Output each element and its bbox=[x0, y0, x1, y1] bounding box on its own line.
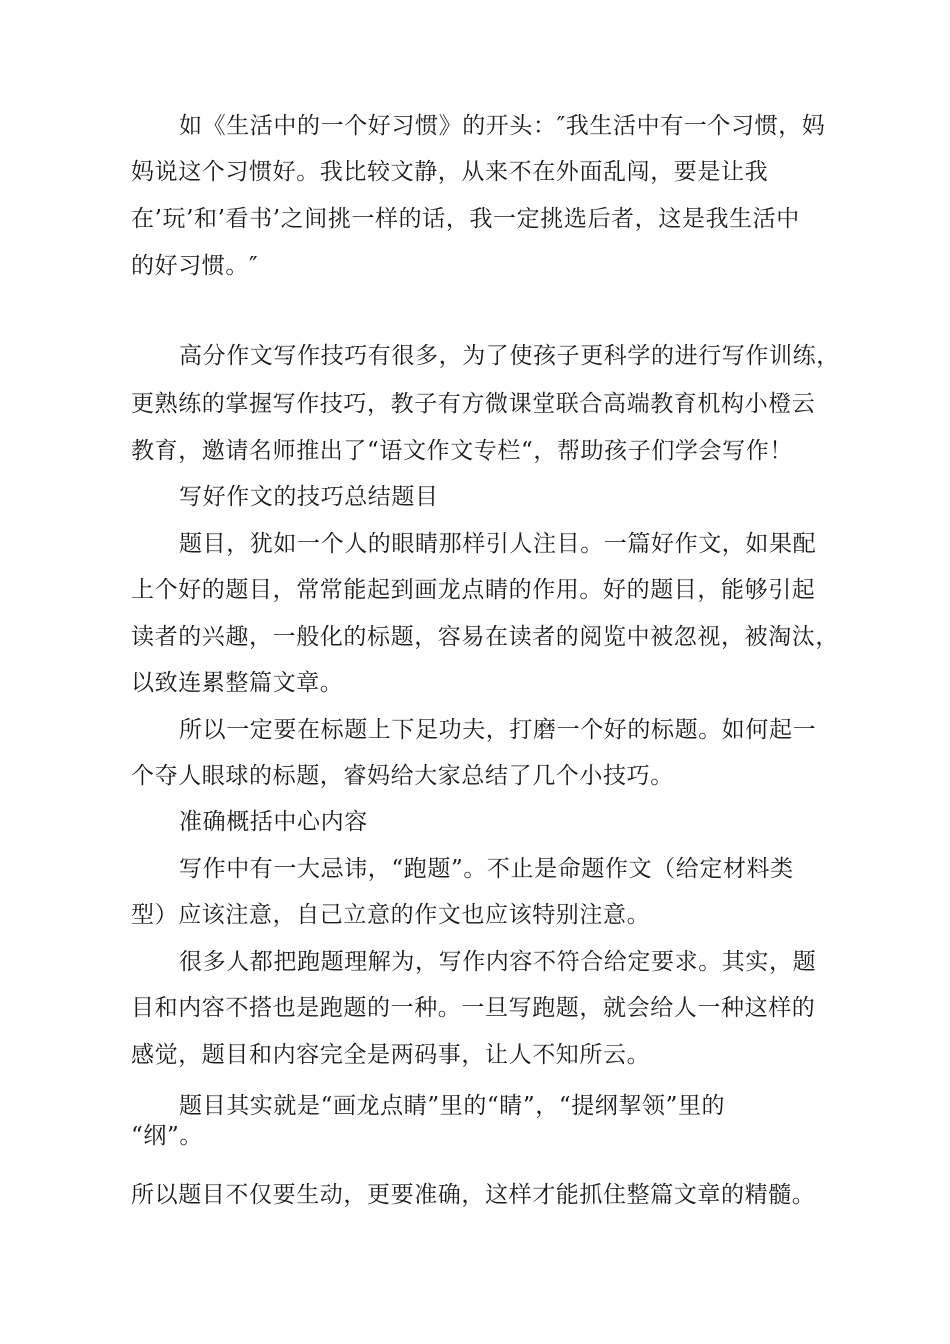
paragraph-1-line-4: 的好习惯。″ bbox=[131, 253, 259, 279]
paragraph-1-line-2: 妈说这个习惯好。我比较文静，从来不在外面乱闯，要是让我 bbox=[131, 159, 769, 185]
paragraph-2-line-1: 高分作文写作技巧有很多，为了使孩子更科学的进行写作训练， bbox=[179, 343, 840, 369]
paragraph-2-line-3: 教育，邀请名师推出了“语文作文专栏“，帮助孩子们学会写作！ bbox=[131, 438, 793, 464]
paragraph-4-line-1: 题目，犹如一个人的眼睛那样引人注目。一篇好作文，如果配 bbox=[179, 531, 817, 557]
paragraph-2-line-2: 更熟练的掌握写作技巧，教子有方微课堂联合高端教育机构小橙云 bbox=[131, 391, 816, 417]
paragraph-8-line-2: 目和内容不搭也是跑题的一种。一旦写跑题，就会给人一种这样的 bbox=[131, 995, 816, 1021]
paragraph-9-line-1: 题目其实就是“画龙点睛”里的“睛”，“提纲挈领”里的 bbox=[179, 1093, 726, 1119]
paragraph-1-line-1: 如《生活中的一个好习惯》的开头：″我生活中有一个习惯，妈 bbox=[179, 113, 826, 139]
section-heading-title-tips: 写好作文的技巧总结题目 bbox=[179, 484, 439, 510]
paragraph-1-line-3: 在’玩’和’看书’之间挑一样的话，我一定挑选后者，这是我生活中 bbox=[131, 206, 800, 232]
paragraph-7-line-2: 型）应该注意，自己立意的作文也应该特别注意。 bbox=[131, 902, 651, 928]
paragraph-5-line-2: 个夺人眼球的标题，睿妈给大家总结了几个小技巧。 bbox=[131, 763, 674, 789]
paragraph-9-line-2: “纲”。 bbox=[131, 1123, 203, 1149]
paragraph-8-line-3: 感觉，题目和内容完全是两码事，让人不知所云。 bbox=[131, 1042, 651, 1068]
paragraph-4-line-2: 上个好的题目，常常能起到画龙点睛的作用。好的题目，能够引起 bbox=[131, 577, 816, 603]
paragraph-8-line-1: 很多人都把跑题理解为，写作内容不符合给定要求。其实，题 bbox=[179, 949, 817, 975]
paragraph-4-line-3: 读者的兴趣，一般化的标题，容易在读者的阅览中被忽视，被淘汰， bbox=[131, 624, 839, 650]
section-heading-accurate-summary: 准确概括中心内容 bbox=[179, 809, 368, 835]
paragraph-5-line-1: 所以一定要在标题上下足功夫，打磨一个好的标题。如何起一 bbox=[179, 717, 817, 743]
paragraph-10-line-1: 所以题目不仅要生动，更要准确，这样才能抓住整篇文章的精髓。 bbox=[131, 1182, 816, 1208]
paragraph-7-line-1: 写作中有一大忌讳，“跑题”。不止是命题作文（给定材料类 bbox=[179, 856, 794, 882]
paragraph-4-line-4: 以致连累整篇文章。 bbox=[131, 670, 344, 696]
